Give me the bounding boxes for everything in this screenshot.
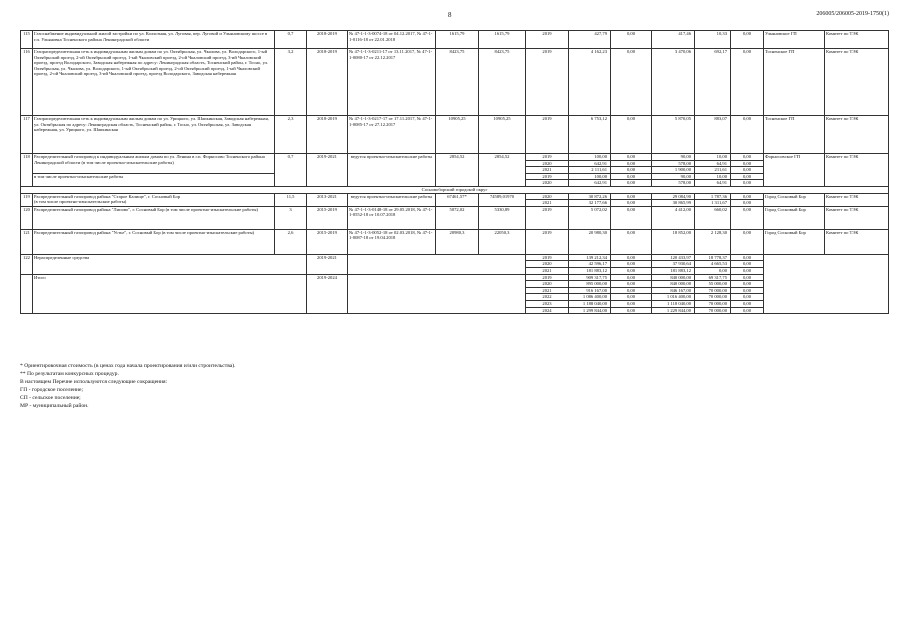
municipal-budget-cell: 1 787,36 <box>695 193 731 200</box>
extrabudget-cell: 0,00 <box>731 300 764 307</box>
table-row <box>21 193 889 200</box>
total-cell: 909 317,75 <box>569 274 611 281</box>
document-cell: № 47-1-1-3-0217-17 от 17.11.2017, № 47-1-1-0085-17 от 27.12.2017 <box>348 116 436 154</box>
cost-cell: 1615,79 <box>436 31 479 49</box>
row-number: 119 <box>21 193 33 206</box>
extrabudget-cell: 0,00 <box>731 31 764 49</box>
total-label: Итого <box>33 274 307 314</box>
federal-budget-cell: 0,00 <box>611 49 652 116</box>
regional-budget-cell: 846 167,00 <box>652 287 695 294</box>
federal-budget-cell: 0,00 <box>611 160 652 167</box>
municipal-budget-cell: 55 000,00 <box>695 281 731 288</box>
document-cell: № 47-1-1-3-0148-18 от 29.05.2018, № 47-1-1-0552-18 от 10.07.2018 <box>348 206 436 229</box>
federal-budget-cell: 0,00 <box>611 300 652 307</box>
extrabudget-cell: 0,00 <box>731 167 764 174</box>
length-cell: 2,6 <box>275 229 307 254</box>
regional-budget-cell: 840 000,00 <box>652 281 695 288</box>
year-cell: 2020 <box>526 160 569 167</box>
length-cell: 0,7 <box>275 31 307 49</box>
empty-cell <box>348 274 526 314</box>
length-cell: 11,5 <box>275 193 307 206</box>
year-cell: 2019 <box>526 49 569 116</box>
municipal-budget-cell: 10,33 <box>695 31 731 49</box>
rest-cost-cell: 1615,79 <box>479 31 526 49</box>
municipality-cell: Город Сосновый Бор <box>764 193 825 206</box>
page-number: 8 <box>448 11 452 19</box>
municipal-budget-cell: 4 665,53 <box>695 261 731 268</box>
municipal-budget-cell: 64,91 <box>695 160 731 167</box>
year-cell: 2019 <box>526 173 569 180</box>
regional-budget-cell: 181 883,12 <box>652 267 695 274</box>
program-table <box>20 30 889 314</box>
total-row <box>21 274 889 281</box>
federal-budget-cell: 0,00 <box>611 206 652 229</box>
year-cell: 2020 <box>526 193 569 200</box>
object-subname: (в том числе проектно-изыскательские работы) <box>34 199 127 205</box>
section-title: Сосновоборский городской округ <box>21 186 889 193</box>
federal-budget-cell: 0,00 <box>611 193 652 200</box>
regional-budget-cell: 1 016 400,00 <box>652 294 695 301</box>
document-cell: № 47-1-1-3-0211-17 от 13.11.2017, № 47-1-1-0080-17 от 22.12.2017 <box>348 49 436 116</box>
empty-cell <box>764 254 889 313</box>
footnote: ** По результатам конкурсных процедур. <box>20 371 119 377</box>
total-cell: 1 086 400,00 <box>569 294 611 301</box>
extrabudget-cell: 0,00 <box>731 116 764 154</box>
federal-budget-cell: 0,00 <box>611 261 652 268</box>
object-subname: в том числе проектно-изыскательские работы <box>33 173 275 186</box>
responsible-cell: Комитет по ТЭК <box>825 116 889 154</box>
total-cell: 5 072,02 <box>569 206 611 229</box>
year-cell: 2019 <box>526 206 569 229</box>
extrabudget-cell: 0,00 <box>731 294 764 301</box>
federal-budget-cell: 0,00 <box>611 116 652 154</box>
municipal-budget-cell: 211,61 <box>695 167 731 174</box>
total-cell: 895 000,00 <box>569 281 611 288</box>
municipality-cell: Ульяновское ГП <box>764 31 825 49</box>
footnote: ГП - городское поселение; <box>20 387 84 393</box>
regional-budget-cell: 1 900,00 <box>652 167 695 174</box>
total-cell: 642,91 <box>569 180 611 187</box>
year-cell: 2023 <box>526 300 569 307</box>
extrabudget-cell: 0,00 <box>731 49 764 116</box>
federal-budget-cell: 0,00 <box>611 267 652 274</box>
municipal-budget-cell: 0,00 <box>695 267 731 274</box>
rest-cost-cell: 74589,01970 <box>479 193 526 206</box>
total-cell: 642,91 <box>569 160 611 167</box>
municipal-budget-cell: 2 128,30 <box>695 229 731 254</box>
row-number: 116 <box>21 49 33 116</box>
municipal-budget-cell: 70 000,00 <box>695 300 731 307</box>
row-number: 122 <box>21 254 33 274</box>
total-cell: 427,79 <box>569 31 611 49</box>
year-cell: 2019 <box>526 254 569 261</box>
length-cell: 3 <box>275 206 307 229</box>
period-cell: 2018-2019 <box>307 31 348 49</box>
footnote: * Ориентировочная стоимость (в ценах года начала проектирования и/или строительства). <box>20 363 236 369</box>
extrabudget-cell: 0,00 <box>731 254 764 261</box>
total-cell: 916 167,00 <box>569 287 611 294</box>
object-name: Газоснабжение индивидуальной жилой застройки по ул. Колхозная, ул. Луговая, пер. Луговой и Ульяновскому шоссе в г.п. Ульяновка Тосненского района Ленинградской области <box>33 31 275 49</box>
extrabudget-cell: 0,00 <box>731 287 764 294</box>
table-row <box>21 154 889 161</box>
federal-budget-cell: 0,00 <box>611 274 652 281</box>
rest-cost-cell: 22050,3 <box>479 229 526 254</box>
extrabudget-cell: 0,00 <box>731 193 764 200</box>
document-cell: ведутся проектно-изыскательские работы <box>348 154 436 187</box>
row-number: 117 <box>21 116 33 154</box>
total-cell: 139 212,34 <box>569 254 611 261</box>
document-cell: № 47-1-1-3-0074-18 от 04.12.2017, № 47-1-1-0116-18 от 22.01.2018 <box>348 31 436 49</box>
length-cell: 0,7 <box>275 154 307 187</box>
municipal-budget-cell: 10,00 <box>695 173 731 180</box>
municipal-budget-cell: 10,00 <box>695 154 731 161</box>
period-cell: 2018-2019 <box>307 49 348 116</box>
document-cell: ведутся проектно-изыскательские работы <box>348 193 436 206</box>
year-cell: 2019 <box>526 154 569 161</box>
object-name: Газораспределительная сеть к индивидуальным жилым домам по ул. Октябрьская, ул. Чкалова, ул. Володарского, 1-ый Октябрьский проезд, 2-ой Октябрьский проезд, 1-ый Чкаловский проезд, 2-ой Чкаловский проезд, 3-ий Чкаловский проезд, проезд Володарского, Заводская набережная по адресу: Ленинградская область, Тосненский район, г. Тосно, ул. Октябрьская, ул. Чкалова, ул. Володарского, 1-ый Октябрьский проезд, 2-ой Октябрьский проезд, 1-ый Чкаловский проезд, 2-ой Чкаловский проезд, 3-ий Чкаловский проезд, проезд Володарского, Заводская набережная <box>33 49 275 116</box>
length-cell: 2,3 <box>275 116 307 154</box>
object-name: Газораспределительная сеть к индивидуальным жилым домам по ул. Урицкого, ул. Шапкинская, Заводская набережная, ул. Октябрьская по адресу: Ленинградская область, Тосненский район, г. Тосно, ул. Октябрьская, ул. Заводская набережная, ул. Урицкого, ул. Шапкинская <box>33 116 275 154</box>
period-cell: 2015-2019 <box>307 229 348 254</box>
regional-budget-cell: 5 870,05 <box>652 116 695 154</box>
year-cell: 2021 <box>526 200 569 207</box>
regional-budget-cell: 417,46 <box>652 31 695 49</box>
municipality-cell: Форносовское ГП <box>764 154 825 187</box>
object-name: Распределительный газопровод района "Липово", г. Сосновый Бор (в том числе проектно-изыскательские работы) <box>33 206 275 229</box>
cost-cell: 5072,02 <box>436 206 479 229</box>
year-cell: 2020 <box>526 281 569 288</box>
row-number: 115 <box>21 31 33 49</box>
municipal-budget-cell: 883,07 <box>695 116 731 154</box>
object-name: Нераспределенные средства <box>33 254 307 274</box>
federal-budget-cell: 0,00 <box>611 200 652 207</box>
regional-budget-cell: 840 000,00 <box>652 274 695 281</box>
regional-budget-cell: 90,00 <box>652 154 695 161</box>
object-name-line: Распределительный газопровод района "Старое Калище", г. Сосновый Бор <box>34 193 181 199</box>
table-row <box>21 31 889 49</box>
table-row <box>21 206 889 229</box>
empty-cell <box>21 274 33 314</box>
municipal-budget-cell: 660,02 <box>695 206 731 229</box>
year-cell: 2021 <box>526 287 569 294</box>
municipal-budget-cell: 69 317,75 <box>695 274 731 281</box>
federal-budget-cell: 0,00 <box>611 173 652 180</box>
footnote: В настоящем Перечне используются следующие сокращения: <box>20 379 168 385</box>
object-name <box>33 193 275 206</box>
row-number: 118 <box>21 154 33 187</box>
cost-cell: 10905,25 <box>436 116 479 154</box>
regional-budget-cell: 90,00 <box>652 173 695 180</box>
row-number: 121 <box>21 229 33 254</box>
regional-budget-cell: 120 433,97 <box>652 254 695 261</box>
extrabudget-cell: 0,00 <box>731 206 764 229</box>
year-cell: 2024 <box>526 307 569 314</box>
federal-budget-cell: 0,00 <box>611 294 652 301</box>
federal-budget-cell: 0,00 <box>611 254 652 261</box>
cost-cell: 67461,57* <box>436 193 479 206</box>
responsible-cell: Комитет по ТЭК <box>825 206 889 229</box>
responsible-cell: Комитет по ТЭК <box>825 154 889 187</box>
rest-cost-cell: 2854,52 <box>479 154 526 187</box>
regional-budget-cell: 18 852,00 <box>652 229 695 254</box>
footnote: МР - муниципальный район. <box>20 403 89 409</box>
year-cell: 2019 <box>526 229 569 254</box>
year-cell: 2019 <box>526 31 569 49</box>
federal-budget-cell: 0,00 <box>611 287 652 294</box>
total-cell: 32 177,66 <box>569 200 611 207</box>
total-cell: 42 596,17 <box>569 261 611 268</box>
object-name: Распределительный газопровод к индивидуальным жилым домам по ул. Ленина в г.п. Форносово Тосненского района Ленинградской области (в том числе проектно-изыскательские работы) <box>33 154 275 174</box>
regional-budget-cell: 3 470,06 <box>652 49 695 116</box>
extrabudget-cell: 0,00 <box>731 267 764 274</box>
length-cell: 3,2 <box>275 49 307 116</box>
cost-cell: 8423,75 <box>436 49 479 116</box>
total-cell: 30 872,26 <box>569 193 611 200</box>
municipal-budget-cell: 1 311,67 <box>695 200 731 207</box>
extrabudget-cell: 0,00 <box>731 307 764 314</box>
empty-cell <box>348 254 526 274</box>
table-row <box>21 116 889 154</box>
municipal-budget-cell: 70 000,00 <box>695 307 731 314</box>
year-cell: 2019 <box>526 116 569 154</box>
row-number: 120 <box>21 206 33 229</box>
responsible-cell: Комитет по ТЭК <box>825 31 889 49</box>
responsible-cell: Комитет по ТЭК <box>825 193 889 206</box>
total-cell: 1 299 844,00 <box>569 307 611 314</box>
regional-budget-cell: 30 865,99 <box>652 200 695 207</box>
rest-cost-cell: 5330,89 <box>479 206 526 229</box>
federal-budget-cell: 0,00 <box>611 307 652 314</box>
regional-budget-cell: 1 229 844,00 <box>652 307 695 314</box>
total-cell: 4 162,23 <box>569 49 611 116</box>
total-cell: 100,00 <box>569 154 611 161</box>
table-row <box>21 254 889 261</box>
federal-budget-cell: 0,00 <box>611 229 652 254</box>
extrabudget-cell: 0,00 <box>731 261 764 268</box>
period-cell: 2015-2019 <box>307 206 348 229</box>
extrabudget-cell: 0,00 <box>731 200 764 207</box>
rest-cost-cell: 10905,25 <box>479 116 526 154</box>
extrabudget-cell: 0,00 <box>731 160 764 167</box>
year-cell: 2021 <box>526 267 569 274</box>
total-cell: 6 753,12 <box>569 116 611 154</box>
regional-budget-cell: 578,00 <box>652 180 695 187</box>
year-cell: 2020 <box>526 180 569 187</box>
year-cell: 2022 <box>526 294 569 301</box>
municipal-budget-cell: 692,17 <box>695 49 731 116</box>
municipal-budget-cell: 70 000,00 <box>695 294 731 301</box>
cost-cell: 20980,3 <box>436 229 479 254</box>
federal-budget-cell: 0,00 <box>611 167 652 174</box>
extrabudget-cell: 0,00 <box>731 274 764 281</box>
year-cell: 2019 <box>526 274 569 281</box>
municipal-budget-cell: 70 000,00 <box>695 287 731 294</box>
extrabudget-cell: 0,00 <box>731 229 764 254</box>
extrabudget-cell: 0,00 <box>731 154 764 161</box>
footnote: СП - сельское поселение; <box>20 395 81 401</box>
federal-budget-cell: 0,00 <box>611 154 652 161</box>
extrabudget-cell: 0,00 <box>731 180 764 187</box>
regional-budget-cell: 29 084,90 <box>652 193 695 200</box>
rest-cost-cell: 8423,75 <box>479 49 526 116</box>
total-cell: 181 883,12 <box>569 267 611 274</box>
footnotes <box>20 362 236 410</box>
total-cell: 20 980,30 <box>569 229 611 254</box>
period-cell: 2018-2019 <box>307 116 348 154</box>
object-name: Распределительный газопровод района "Устье", г. Сосновый Бор (в том числе проектно-изыскательские работы) <box>33 229 275 254</box>
municipal-budget-cell: 18 778,37 <box>695 254 731 261</box>
period-cell: 2019-2021 <box>307 154 348 187</box>
federal-budget-cell: 0,00 <box>611 31 652 49</box>
municipality-cell: Тосненское ГП <box>764 49 825 116</box>
period-cell: 2019-2024 <box>307 274 348 314</box>
extrabudget-cell: 0,00 <box>731 281 764 288</box>
period-cell: 2013-2021 <box>307 193 348 206</box>
municipality-cell: Тосненское ГП <box>764 116 825 154</box>
responsible-cell: Комитет по ТЭК <box>825 229 889 254</box>
regional-budget-cell: 4 412,00 <box>652 206 695 229</box>
total-cell: 2 111,61 <box>569 167 611 174</box>
regional-budget-cell: 37 930,64 <box>652 261 695 268</box>
total-cell: 100,00 <box>569 173 611 180</box>
section-row <box>21 186 889 193</box>
extrabudget-cell: 0,00 <box>731 173 764 180</box>
year-cell: 2020 <box>526 261 569 268</box>
municipality-cell: Город Сосновый Бор <box>764 229 825 254</box>
regional-budget-cell: 1 118 040,00 <box>652 300 695 307</box>
document-cell: № 47-1-1-3-0052-18 от 02.03.2018, № 47-1-1-0087-18 от 19.04.2018 <box>348 229 436 254</box>
cost-cell: 2854,52 <box>436 154 479 187</box>
table-row <box>21 49 889 116</box>
federal-budget-cell: 0,00 <box>611 180 652 187</box>
responsible-cell: Комитет по ТЭК <box>825 49 889 116</box>
regional-budget-cell: 578,00 <box>652 160 695 167</box>
period-cell: 2019-2021 <box>307 254 348 274</box>
municipal-budget-cell: 64,91 <box>695 180 731 187</box>
federal-budget-cell: 0,00 <box>611 281 652 288</box>
document-id: 206005/206005-2019-1750(1) <box>816 11 889 17</box>
year-cell: 2021 <box>526 167 569 174</box>
total-cell: 1 188 040,00 <box>569 300 611 307</box>
municipality-cell: Город Сосновый Бор <box>764 206 825 229</box>
table-row <box>21 229 889 254</box>
